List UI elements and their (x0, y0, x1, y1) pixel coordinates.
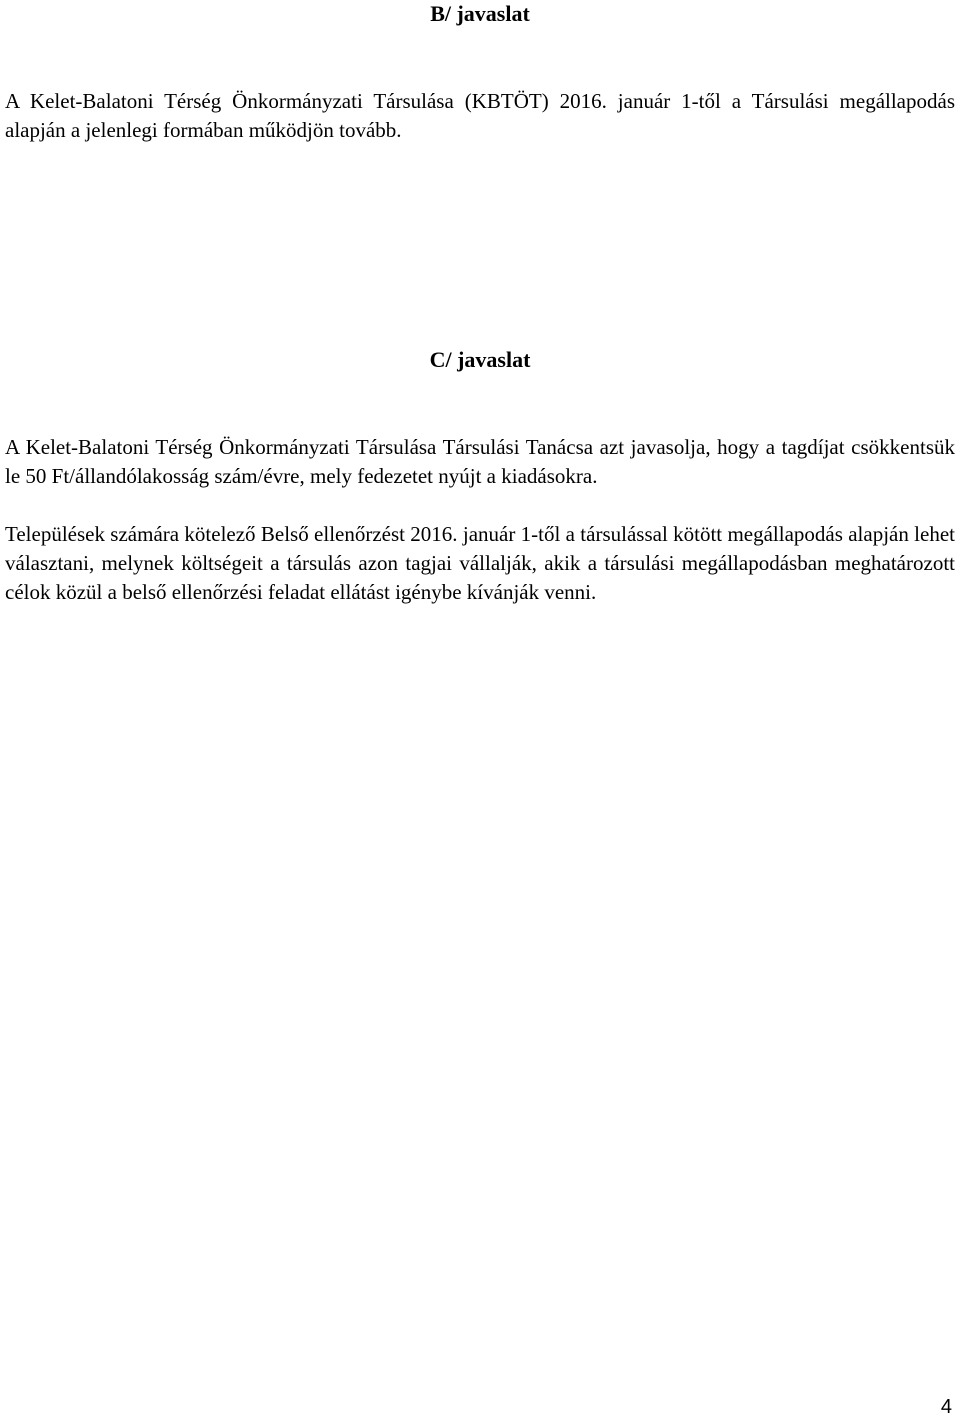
section-c-paragraph-1: A Kelet-Balatoni Térség Önkormányzati Társulása Társulási Tanácsa azt javasolja, hogy a tagdíjat csökkentsük le 50 Ft/állandólakosság szám/évre, mely fedezetet nyújt a kiadásokra. (5, 435, 955, 488)
section-c-paragraph-2: Települések számára kötelező Belső ellenőrzést 2016. január 1-től a társulással kötött megállapodás alapján lehet választani, melynek költségeit a társulás azon tagjai vállalják, akik a társulási megállapodásban meghatározott célok közül a belső ellenőrzési feladat ellátást igénybe kívánják venni. (5, 522, 955, 604)
section-c-heading: C/ javaslat (429, 347, 531, 372)
section-b-paragraph: A Kelet-Balatoni Térség Önkormányzati Társulása (KBTÖT) 2016. január 1-től a Társulási megállapodás alapján a jelenlegi formában működjön tovább. (5, 89, 955, 142)
page-number: 4 (940, 1396, 952, 1418)
section-b-heading: B/ javaslat (430, 1, 530, 26)
